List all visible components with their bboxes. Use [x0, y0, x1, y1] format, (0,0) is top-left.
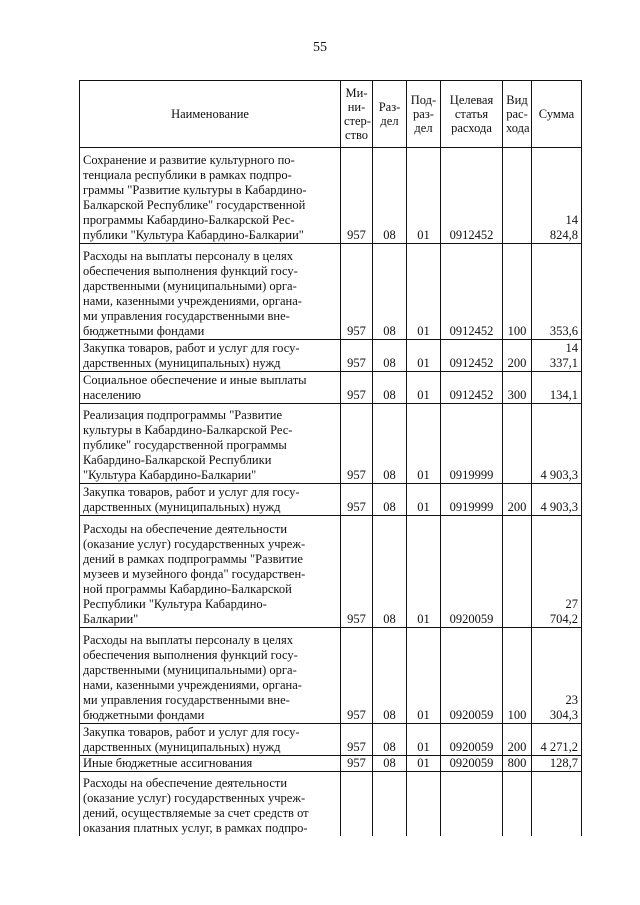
row-subsection: 01 — [407, 404, 441, 484]
row-name: Социальное обеспечение и иные выплаты населению — [80, 372, 341, 404]
row-sum: 353,6 — [532, 244, 582, 340]
table-row — [80, 372, 582, 404]
row-section: 08 — [373, 148, 407, 244]
table-header-row — [80, 81, 582, 148]
row-subsection — [407, 772, 441, 836]
table-row — [80, 148, 582, 244]
row-name: Реализация подпрограммы "Развитие культуры в Кабардино-Балкарской Рес- публике" государственной программы Кабардино-Балкарской Республики "Культура Кабардино-Балкарии" — [80, 404, 341, 484]
row-expense-type: 100 — [503, 628, 532, 724]
row-section — [373, 772, 407, 836]
row-section: 08 — [373, 484, 407, 516]
row-subsection: 01 — [407, 372, 441, 404]
row-expense-type: 200 — [503, 484, 532, 516]
row-target-article: 0912452 — [441, 148, 503, 244]
row-ministry: 957 — [341, 372, 373, 404]
row-name: Закупка товаров, работ и услуг для госу- дарственных (муниципальных) нужд — [80, 340, 341, 372]
row-ministry: 957 — [341, 724, 373, 756]
table-row — [80, 724, 582, 756]
row-name: Закупка товаров, работ и услуг для госу- дарственных (муниципальных) нужд — [80, 484, 341, 516]
row-expense-type — [503, 404, 532, 484]
row-expense-type — [503, 772, 532, 836]
row-target-article: 0912452 — [441, 340, 503, 372]
row-section: 08 — [373, 244, 407, 340]
row-sum: 4 271,2 — [532, 724, 582, 756]
row-subsection: 01 — [407, 516, 441, 628]
header-expense-type: Вид рас- хода — [503, 81, 532, 148]
row-expense-type: 200 — [503, 340, 532, 372]
row-subsection: 01 — [407, 628, 441, 724]
row-sum: 134,1 — [532, 372, 582, 404]
row-subsection: 01 — [407, 148, 441, 244]
row-target-article: 0919999 — [441, 484, 503, 516]
row-target-article: 0920059 — [441, 628, 503, 724]
row-sum: 4 903,3 — [532, 484, 582, 516]
row-expense-type — [503, 148, 532, 244]
row-section: 08 — [373, 628, 407, 724]
table-row — [80, 340, 582, 372]
page-number: 55 — [313, 40, 327, 55]
row-expense-type: 200 — [503, 724, 532, 756]
row-target-article: 0912452 — [441, 372, 503, 404]
row-ministry: 957 — [341, 628, 373, 724]
row-ministry: 957 — [341, 148, 373, 244]
row-target-article: 0920059 — [441, 516, 503, 628]
row-sum: 128,7 — [532, 756, 582, 772]
row-expense-type: 800 — [503, 756, 532, 772]
row-target-article: 0920059 — [441, 756, 503, 772]
header-sum: Сумма — [532, 81, 582, 148]
row-name: Расходы на выплаты персоналу в целях обеспечения выполнения функций госу- дарственными (муниципальными) орга- нами, казенными учреждениями, органа- ми управления государственными вне- бюджетными фондами — [80, 628, 341, 724]
row-section: 08 — [373, 516, 407, 628]
row-sum — [532, 772, 582, 836]
row-target-article: 0912452 — [441, 244, 503, 340]
row-sum: 14 337,1 — [532, 340, 582, 372]
table-row — [80, 772, 582, 836]
row-ministry: 957 — [341, 404, 373, 484]
row-section: 08 — [373, 756, 407, 772]
row-name: Расходы на выплаты персоналу в целях обеспечения выполнения функций госу- дарственными (муниципальными) орга- нами, казенными учреждениями, органа- ми управления государственными вне- бюджетными фондами — [80, 244, 341, 340]
row-ministry: 957 — [341, 340, 373, 372]
header-section: Раз- дел — [373, 81, 407, 148]
budget-table — [79, 80, 582, 836]
table-row — [80, 756, 582, 772]
row-ministry: 957 — [341, 756, 373, 772]
row-target-article: 0920059 — [441, 724, 503, 756]
row-subsection: 01 — [407, 244, 441, 340]
row-subsection: 01 — [407, 484, 441, 516]
table-row — [80, 628, 582, 724]
row-name: Иные бюджетные ассигнования — [80, 756, 341, 772]
row-name: Расходы на обеспечение деятельности (оказание услуг) государственных учреж- дений, осуществляемые за счет средств от оказания платных услуг, в рамках подпро- — [80, 772, 341, 836]
row-section: 08 — [373, 372, 407, 404]
row-subsection: 01 — [407, 340, 441, 372]
row-name: Расходы на обеспечение деятельности (оказание услуг) государственных учреж- дений в рамках подпрограммы "Развитие музеев и музейного фонда" государствен- ной программы Кабардино-Балкарской Республики "Культура Кабардино- Балкарии" — [80, 516, 341, 628]
row-expense-type: 300 — [503, 372, 532, 404]
row-sum: 4 903,3 — [532, 404, 582, 484]
row-target-article — [441, 772, 503, 836]
row-ministry — [341, 772, 373, 836]
row-section: 08 — [373, 340, 407, 372]
row-subsection: 01 — [407, 724, 441, 756]
header-target-article: Целевая статья расхода — [441, 81, 503, 148]
row-section: 08 — [373, 404, 407, 484]
row-sum: 23 304,3 — [532, 628, 582, 724]
row-ministry: 957 — [341, 244, 373, 340]
row-ministry: 957 — [341, 484, 373, 516]
row-sum: 27 704,2 — [532, 516, 582, 628]
table-row — [80, 516, 582, 628]
table-row — [80, 484, 582, 516]
row-expense-type — [503, 516, 532, 628]
row-expense-type: 100 — [503, 244, 532, 340]
row-ministry: 957 — [341, 516, 373, 628]
row-name: Закупка товаров, работ и услуг для госу- дарственных (муниципальных) нужд — [80, 724, 341, 756]
header-ministry: Ми- ни- стер- ство — [341, 81, 373, 148]
row-section: 08 — [373, 724, 407, 756]
header-name: Наименование — [80, 81, 341, 148]
header-subsection: Под- раз- дел — [407, 81, 441, 148]
row-target-article: 0919999 — [441, 404, 503, 484]
table-row — [80, 244, 582, 340]
row-sum: 14 824,8 — [532, 148, 582, 244]
row-subsection: 01 — [407, 756, 441, 772]
table-row — [80, 404, 582, 484]
row-name: Сохранение и развитие культурного по- тенциала республики в рамках подпро- граммы "Развитие культуры в Кабардино- Балкарской Республике" государственной программы Кабардино-Балкарской Рес- публики "Культура Кабардино-Балкарии" — [80, 148, 341, 244]
